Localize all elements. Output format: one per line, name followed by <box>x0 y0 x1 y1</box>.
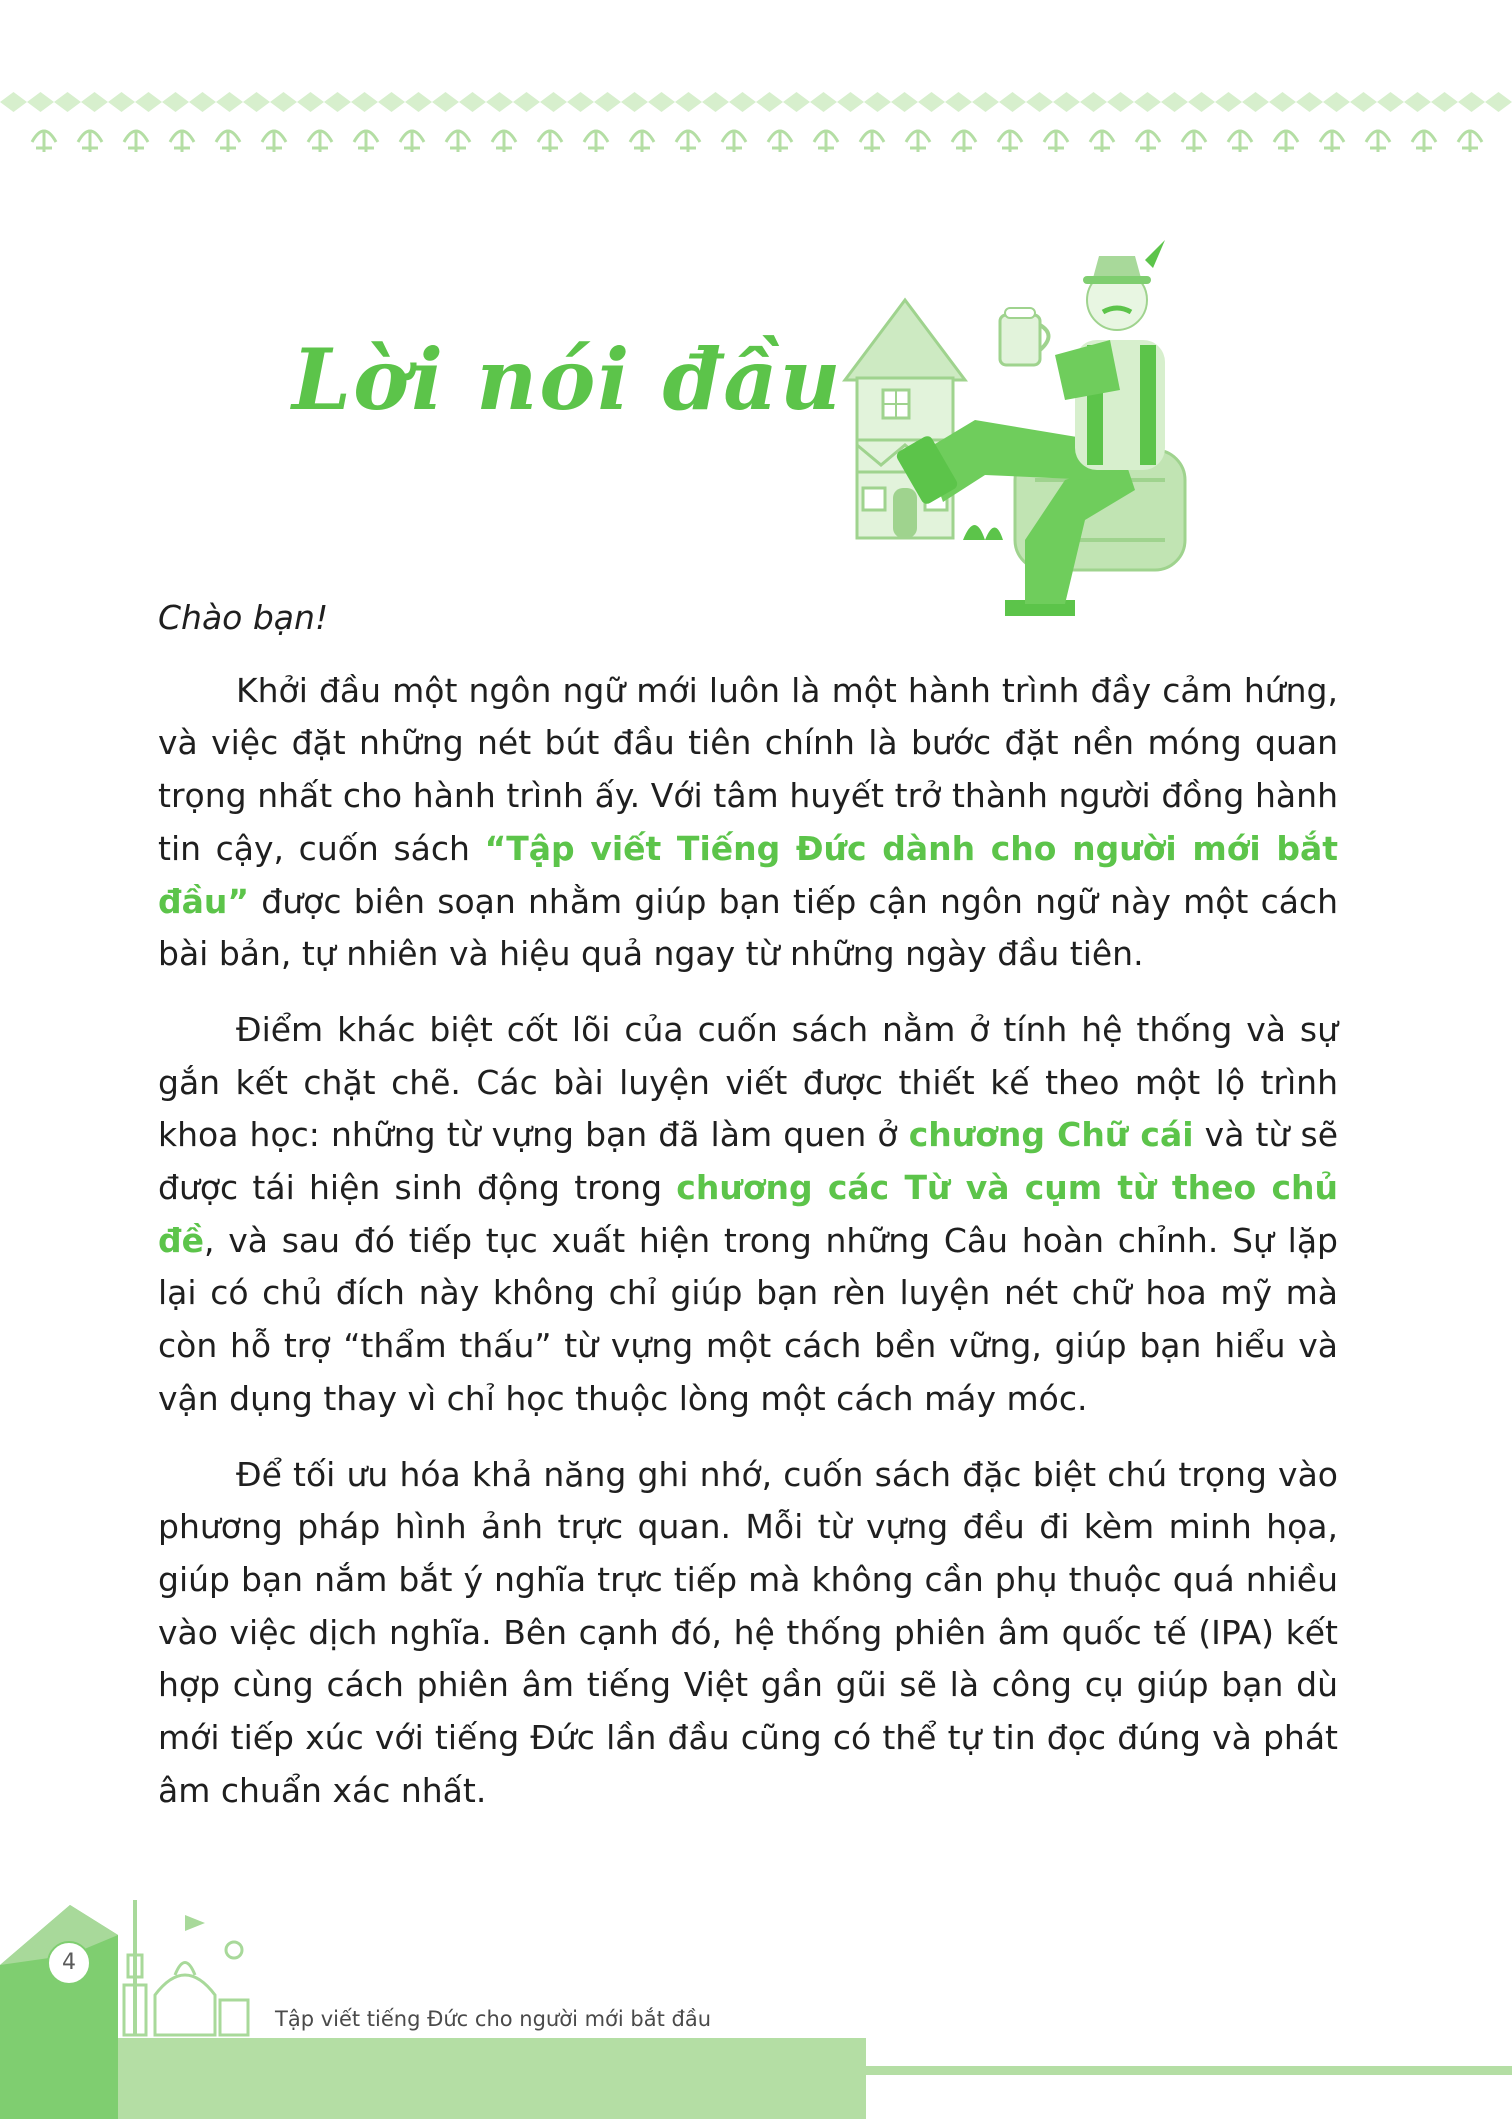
zigzag-diamond <box>1134 92 1161 112</box>
zigzag-diamond <box>1296 92 1323 112</box>
zigzag-diamond <box>1242 92 1269 112</box>
flourish-motif <box>216 130 240 152</box>
zigzag-diamond <box>459 92 486 112</box>
zigzag-band <box>0 92 1512 112</box>
bush-illustration <box>963 525 1003 540</box>
flourish-motif <box>78 130 102 152</box>
zigzag-diamond <box>540 92 567 112</box>
zigzag-diamond <box>864 92 891 112</box>
zigzag-diamond <box>189 92 216 112</box>
paragraph-1-text-1: Khởi đầu một ngôn ngữ mới luôn là một hành trình đầy cảm hứng, và việc đặt những nét bút đầu tiên chính là bước đặt nền móng quan trọng nhất cho hành trình ấy. Với tâm huyết trở thành người đồng hành tin cậy, cuốn sách <box>158 670 1338 868</box>
zigzag-diamond <box>1458 92 1485 112</box>
zigzag-diamond <box>1215 92 1242 112</box>
zigzag-diamond <box>216 92 243 112</box>
zigzag-diamond <box>162 92 189 112</box>
zigzag-diamond <box>0 92 27 112</box>
zigzag-diamond <box>1350 92 1377 112</box>
zigzag-diamond <box>918 92 945 112</box>
zigzag-diamond <box>351 92 378 112</box>
zigzag-diamond <box>1485 92 1512 112</box>
zigzag-diamond <box>1323 92 1350 112</box>
zigzag-diamond <box>324 92 351 112</box>
zigzag-diamond <box>891 92 918 112</box>
flourish-motif <box>906 130 930 152</box>
zigzag-diamond <box>1080 92 1107 112</box>
body-text <box>158 592 1338 1840</box>
flourish-motif <box>1274 130 1298 152</box>
zigzag-diamond <box>702 92 729 112</box>
paragraph-2 <box>158 1004 1338 1426</box>
zigzag-diamond <box>54 92 81 112</box>
zigzag-diamond <box>378 92 405 112</box>
decorative-top-border <box>0 90 1512 160</box>
flourish-motif <box>1228 130 1252 152</box>
zigzag-diamond <box>513 92 540 112</box>
zigzag-diamond <box>1377 92 1404 112</box>
zigzag-diamond <box>432 92 459 112</box>
zigzag-diamond <box>648 92 675 112</box>
flourish-motif <box>584 130 608 152</box>
flourish-motif <box>308 130 332 152</box>
flourish-motif <box>814 130 838 152</box>
alphabet-chapter-highlight: chương Chữ cái <box>908 1115 1194 1155</box>
book-title-highlight: “Tập viết Tiếng Đức dành cho người mới bắt đầu” <box>158 828 1338 921</box>
flourish-motif <box>446 130 470 152</box>
zigzag-diamond <box>81 92 108 112</box>
page-title: Lời nói đầu <box>292 330 843 429</box>
flourish-motif <box>1136 130 1160 152</box>
paragraph-1 <box>158 665 1338 981</box>
zigzag-diamond <box>270 92 297 112</box>
flourish-motif <box>400 130 424 152</box>
zigzag-diamond <box>135 92 162 112</box>
flourish-motif <box>998 130 1022 152</box>
footer-bar <box>118 2038 866 2119</box>
paragraph-1-text-2: được biên soạn nhằm giúp bạn tiếp cận ngôn ngữ này một cách bài bản, tự nhiên và hiệu quả ngay từ những ngày đầu tiên. <box>158 881 1338 974</box>
zigzag-diamond <box>1269 92 1296 112</box>
flourish-motif <box>768 130 792 152</box>
flourish-motif <box>1182 130 1206 152</box>
flourish-motif <box>1458 130 1482 152</box>
flourish-motif <box>538 130 562 152</box>
flourish-motif <box>860 130 884 152</box>
flourish-motif <box>492 130 516 152</box>
zigzag-diamond <box>837 92 864 112</box>
paragraph-2-text-3: , và sau đó tiếp tục xuất hiện trong những Câu hoàn chỉnh. Sự lặp lại có chủ đích này không chỉ giúp bạn rèn luyện nét chữ hoa mỹ mà còn hỗ trợ “thẩm thấu” từ vựng một cách bền vững, giúp bạn hiểu và vận dụng thay vì chỉ học thuộc lòng một cách máy móc. <box>158 1220 1338 1418</box>
hero-illustration <box>835 240 1235 620</box>
flourish-motif <box>1044 130 1068 152</box>
paragraph-3: Để tối ưu hóa khả năng ghi nhớ, cuốn sách đặc biệt chú trọng vào phương pháp hình ảnh trực quan. Mỗi từ vựng đều đi kèm minh họa, giúp bạn nắm bắt ý nghĩa trực tiếp mà không cần phụ thuộc quá nhiều vào việc dịch nghĩa. Bên cạnh đó, hệ thống phiên âm quốc tế (IPA) kết hợp cùng cách phiên âm tiếng Việt gần gũi sẽ là công cụ giúp bạn dù mới tiếp xúc với tiếng Đức lần đầu cũng có thể tự tin đọc đúng và phát âm chuẩn xác nhất. <box>158 1454 1338 1810</box>
zigzag-diamond <box>999 92 1026 112</box>
flourish-motif <box>1090 130 1114 152</box>
flourish-row <box>32 130 1482 152</box>
zigzag-diamond <box>972 92 999 112</box>
house-illustration <box>845 300 965 538</box>
flourish-motif <box>1412 130 1436 152</box>
zigzag-diamond <box>405 92 432 112</box>
paragraph-2-text-2: và từ sẽ được tái hiện sinh động trong <box>158 1115 1338 1208</box>
footer-caption: Tập viết tiếng Đức cho người mới bắt đầu <box>275 2007 712 2031</box>
zigzag-diamond <box>486 92 513 112</box>
zigzag-diamond <box>1188 92 1215 112</box>
zigzag-diamond <box>810 92 837 112</box>
flourish-motif <box>354 130 378 152</box>
zigzag-diamond <box>621 92 648 112</box>
flourish-motif <box>170 130 194 152</box>
zigzag-diamond <box>297 92 324 112</box>
flourish-motif <box>124 130 148 152</box>
paragraph-2-text-1: Điểm khác biệt cốt lõi của cuốn sách nằm ở tính hệ thống và sự gắn kết chặt chẽ. Các bài luyện viết được thiết kế theo một lộ trình khoa học: những từ vựng bạn đã làm quen ở <box>158 1009 1338 1155</box>
zigzag-diamond <box>1431 92 1458 112</box>
zigzag-diamond <box>1026 92 1053 112</box>
zigzag-diamond <box>594 92 621 112</box>
footer-line <box>866 2066 1512 2075</box>
zigzag-diamond <box>1161 92 1188 112</box>
zigzag-diamond <box>567 92 594 112</box>
flourish-motif <box>1320 130 1344 152</box>
zigzag-diamond <box>783 92 810 112</box>
zigzag-diamond <box>108 92 135 112</box>
zigzag-diamond <box>1053 92 1080 112</box>
flourish-motif <box>262 130 286 152</box>
zigzag-diamond <box>27 92 54 112</box>
zigzag-diamond <box>1404 92 1431 112</box>
flourish-motif <box>630 130 654 152</box>
flourish-motif <box>676 130 700 152</box>
flourish-motif <box>952 130 976 152</box>
zigzag-diamond <box>756 92 783 112</box>
zigzag-diamond <box>675 92 702 112</box>
flourish-motif <box>32 130 56 152</box>
zigzag-diamond <box>243 92 270 112</box>
zigzag-diamond <box>945 92 972 112</box>
flourish-motif <box>722 130 746 152</box>
greeting: Chào bạn! <box>158 598 329 637</box>
zigzag-diamond <box>1107 92 1134 112</box>
topic-chapter-highlight: chương các Từ và cụm từ theo chủ đề <box>158 1168 1338 1260</box>
flourish-motif <box>1366 130 1390 152</box>
zigzag-diamond <box>729 92 756 112</box>
page-number: 4 <box>47 1941 91 1985</box>
